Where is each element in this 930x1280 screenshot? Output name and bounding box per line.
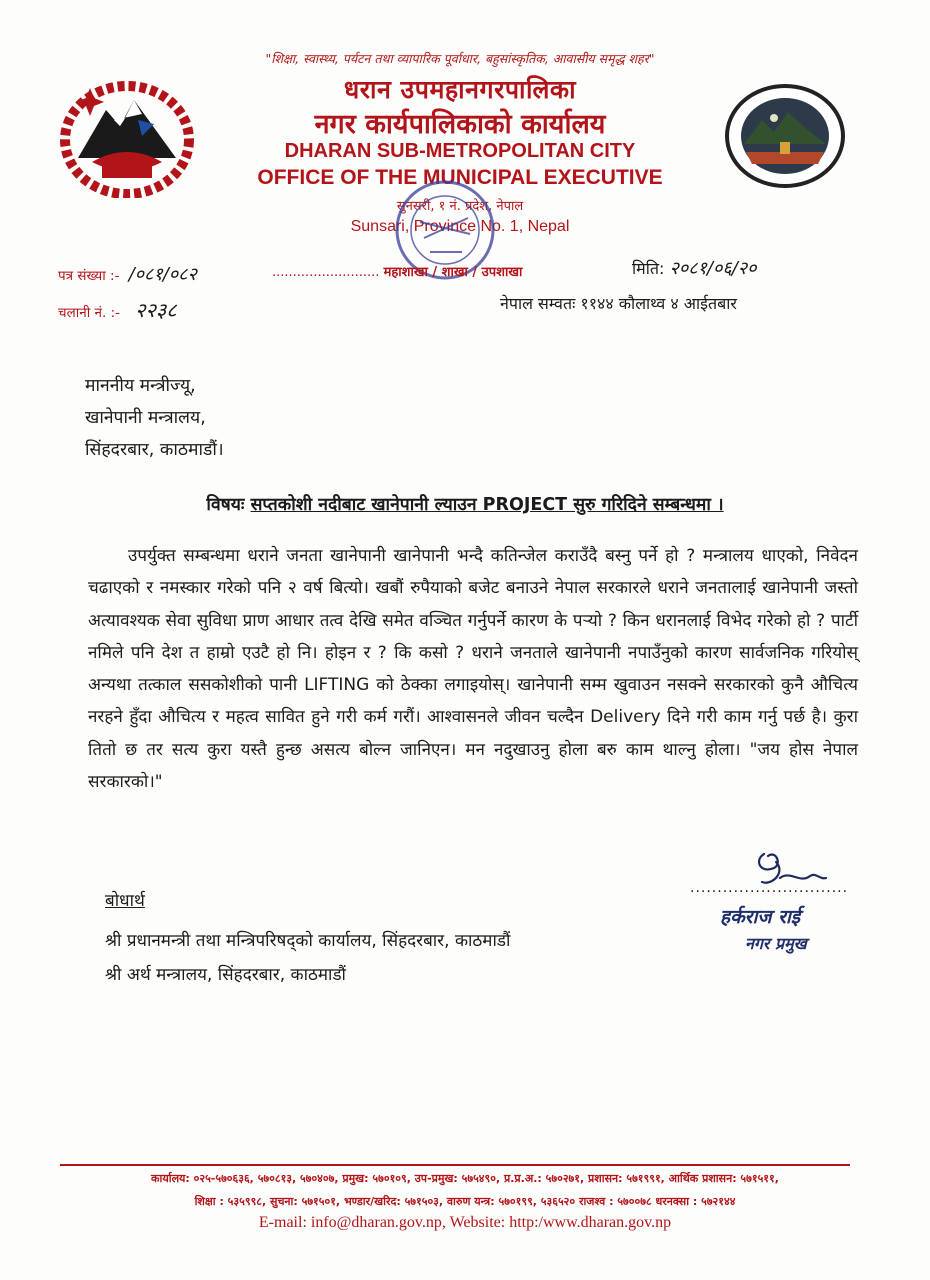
footer-contact: E-mail: info@dharan.gov.np, Website: http:/www.dharan.gov.np xyxy=(258,1214,672,1231)
department-row xyxy=(272,262,522,280)
footer-phones-line-1: कार्यालय: ०२५-५७०६३६, ५७०८१३, ५७०४०७, प्रमुख: ५७०१०९, उप-प्रमुख: ५७५४९०, प्र.प्र.अ.: ५७०२७१, प्रशासन: ५७१९९१, आर्थिक प्रशासन: ५७१५११, xyxy=(151,1172,779,1185)
dispatch-value: २२३८ xyxy=(135,298,177,322)
dispatch-number-row xyxy=(58,296,177,323)
date-label: मिति: xyxy=(632,259,665,278)
office-name-np: नगर कार्यपालिकाको कार्यालय xyxy=(314,109,606,140)
cc-line-2: श्री अर्थ मन्त्रालय, सिंहदरबार, काठमाडौं xyxy=(105,965,346,985)
dept-label: महाशाखा / शाखा / उपशाखा xyxy=(383,265,523,280)
recipient-line-3: सिंहदरबार, काठमाडौं। xyxy=(85,440,224,460)
subject-text: सप्तकोशी नदीबाट खानेपानी ल्याउन PROJECT सुरु गरिदिने सम्बन्धमा । xyxy=(250,495,724,515)
signatory-name: हर्कराज राई xyxy=(720,906,801,928)
nepal-emblem xyxy=(58,80,196,198)
municipality-name-en: DHARAN SUB-METROPOLITAN CITY xyxy=(284,140,636,162)
subject-label: विषयः xyxy=(206,495,245,515)
dispatch-label: चलानी नं. :- xyxy=(58,305,120,321)
recipient-block xyxy=(85,370,224,466)
subject-line xyxy=(0,492,930,516)
cc-title: बोधार्थ xyxy=(105,891,145,911)
office-name-en: OFFICE OF THE MUNICIPAL EXECUTIVE xyxy=(257,166,663,189)
reference-number-row xyxy=(58,262,197,286)
date-value: २०८१/०६/२० xyxy=(669,258,757,279)
dharan-city-logo xyxy=(722,82,848,190)
signatory-title: नगर प्रमुख xyxy=(745,934,807,953)
footer-divider xyxy=(60,1164,850,1166)
dept-dots: .......................... xyxy=(272,265,380,280)
cc-line-1: श्री प्रधानमन्त्री तथा मन्त्रिपरिषद्को कार्यालय, सिंहदरबार, काठमाडौं xyxy=(105,931,511,951)
address-en: Sunsari, Province No. 1, Nepal xyxy=(350,218,570,235)
recipient-line-2: खानेपानी मन्त्रालय, xyxy=(85,408,206,428)
letter-body: उपर्युक्त सम्बन्धमा धराने जनता खानेपानी खानेपानी भन्दै कतिन्जेल कराउँदै बस्नु पर्ने हो ? मन्त्रालय धाएको, निवेदन चढाएको र नमस्कार गरेको पनि २ वर्ष बित्यो। खबौं रुपैयाको बजेट बनाउने नेपाल सरकारले धराने जनतालाई खानेपानी जस्तो अत्यावश्यक सेवा सुविधा प्राण आधार तत्व देखि समेत वञ्चित गर्नुपर्ने कारण के पर्‍यो ? किन धरानलाई विभेद गरेको हो ? पार्टी नमिले पनि देश त हाम्रो एउटै हो नि। होइन र ? कि कसो ? धराने जनताले खानेपानी नपाउँनुको कारण सार्वजनिक गरियोस् अन्यथा तत्काल ससकोशीको पानी LIFTING को ठेक्का लगाइयोस्। खानेपानी सम्म खुवाउन नसक्ने सरकारको कुनै औचित्य नरहने हुँदा औचित्य र महत्व सावित हुने गरी कर्म गरौं। आश्वासनले जीवन चल्दैन Delivery दिने गरी काम गर्नु पर्छ है। कुरा तितो छ तर सत्य कुरा यस्तै हुन्छ असत्य बोल्न जानिएन। मन नदुखाउनु होला बरु काम थाल्नु होला। "जय होस नेपाल सरकारको।" xyxy=(88,546,858,793)
nepal-samvat-date: नेपाल सम्वतः ११४४ कौलाथ्व ४ आईतबार xyxy=(500,294,737,313)
motto: "शिक्षा, स्वास्थ्य, पर्यटन तथा व्यापारिक पूर्वाधार, बहुसांस्कृतिक, आवासीय समृद्ध शहर" xyxy=(265,51,655,66)
municipality-name-np: धरान उपमहानगरपालिका xyxy=(343,75,577,104)
ref-value: /०८१/०८२ xyxy=(128,264,197,285)
ref-label: पत्र संख्या :- xyxy=(58,268,120,284)
address-np: सुनसरी, १ नं. प्रदेश, नेपाल xyxy=(396,199,524,214)
footer-phones-line-2: शिक्षा : ५३५९९८, सुचना: ५७१५०१, भण्डार/खरिद: ५७१५०३, वारुण यन्त्र: ५७०१९९, ५३६५२० राजश्व : ५७००७८ धरनक्सा : ५७२१४४ xyxy=(194,1195,736,1208)
signature-line: ............................. xyxy=(690,880,849,896)
recipient-line-1: माननीय मन्त्रीज्यू, xyxy=(85,376,196,396)
date-row xyxy=(632,256,756,280)
